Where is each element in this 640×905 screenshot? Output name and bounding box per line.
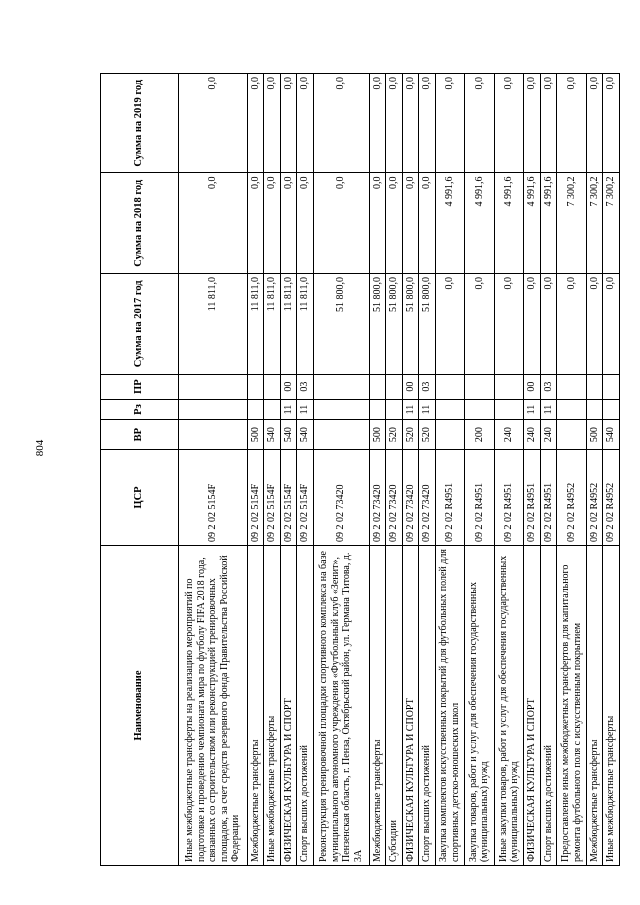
cell-name: Межбюджетные трансферты: [586, 546, 603, 866]
cell-csr: 09 2 02 5154F: [264, 450, 281, 546]
header-name: Наименование: [101, 546, 179, 866]
header-pr: ПР: [101, 374, 179, 399]
cell-name: Межбюджетные трансферты: [247, 546, 264, 866]
cell-sum-2018: 0,0: [264, 173, 281, 274]
cell-sum-2019: 0,0: [435, 74, 465, 173]
cell-sum-2019: 0,0: [494, 74, 524, 173]
cell-csr: 09 2 02 R4951: [494, 450, 524, 546]
cell-pr: [586, 374, 603, 399]
cell-vr: 520: [402, 420, 419, 450]
cell-sum-2019: 0,0: [313, 74, 369, 173]
header-sum-2018: Сумма на 2018 год: [101, 173, 179, 274]
cell-pr: [603, 374, 620, 399]
cell-vr: 500: [586, 420, 603, 450]
cell-csr: 09 2 02 R4952: [603, 450, 620, 546]
cell-vr: [557, 420, 587, 450]
cell-sum-2018: 0,0: [179, 173, 248, 274]
cell-vr: 540: [297, 420, 314, 450]
cell-rz: 11: [524, 399, 541, 420]
cell-sum-2017: 51 800,0: [313, 274, 369, 375]
cell-rz: 11: [419, 399, 436, 420]
cell-sum-2018: 0,0: [386, 173, 403, 274]
cell-pr: [386, 374, 403, 399]
cell-sum-2017: 11 811,0: [297, 274, 314, 375]
page-number: 804: [34, 439, 46, 457]
cell-csr: 09 2 02 R4951: [465, 450, 495, 546]
table-row: [419, 74, 436, 866]
rotated-table-container: [100, 73, 620, 866]
cell-csr: 09 2 02 73420: [419, 450, 436, 546]
cell-name: ФИЗИЧЕСКАЯ КУЛЬТУРА И СПОРТ: [280, 546, 297, 866]
cell-sum-2019: 0,0: [179, 74, 248, 173]
cell-sum-2019: 0,0: [557, 74, 587, 173]
cell-rz: [465, 399, 495, 420]
cell-sum-2018: 0,0: [313, 173, 369, 274]
table-row: [494, 74, 524, 866]
cell-rz: [179, 399, 248, 420]
header-vr: ВР: [101, 420, 179, 450]
cell-name: Спорт высших достижений: [419, 546, 436, 866]
cell-sum-2019: 0,0: [386, 74, 403, 173]
cell-sum-2017: 0,0: [557, 274, 587, 375]
cell-vr: 240: [494, 420, 524, 450]
table-row: [313, 74, 369, 866]
cell-pr: [264, 374, 281, 399]
cell-sum-2017: 0,0: [494, 274, 524, 375]
cell-sum-2019: 0,0: [586, 74, 603, 173]
cell-csr: 09 2 02 5154F: [280, 450, 297, 546]
cell-sum-2019: 0,0: [247, 74, 264, 173]
cell-sum-2018: 4 991,6: [540, 173, 557, 274]
table-row: [465, 74, 495, 866]
cell-name: Спорт высших достижений: [297, 546, 314, 866]
cell-rz: 11: [402, 399, 419, 420]
cell-vr: [313, 420, 369, 450]
cell-name: ФИЗИЧЕСКАЯ КУЛЬТУРА И СПОРТ: [402, 546, 419, 866]
cell-csr: 09 2 02 R4952: [586, 450, 603, 546]
cell-pr: [179, 374, 248, 399]
cell-rz: [603, 399, 620, 420]
cell-pr: 03: [297, 374, 314, 399]
cell-pr: [435, 374, 465, 399]
cell-sum-2017: 11 811,0: [264, 274, 281, 375]
cell-pr: 00: [524, 374, 541, 399]
cell-sum-2017: 0,0: [603, 274, 620, 375]
cell-sum-2019: 0,0: [524, 74, 541, 173]
cell-sum-2019: 0,0: [419, 74, 436, 173]
cell-rz: 11: [280, 399, 297, 420]
cell-sum-2019: 0,0: [540, 74, 557, 173]
table-row: [264, 74, 281, 866]
cell-sum-2017: 51 800,0: [402, 274, 419, 375]
cell-sum-2017: 51 800,0: [386, 274, 403, 375]
cell-sum-2017: 11 811,0: [247, 274, 264, 375]
cell-name: Иные закупки товаров, работ и услуг для обеспечения государственных (муниципальных) нужд: [494, 546, 524, 866]
cell-vr: 240: [524, 420, 541, 450]
table-row: [524, 74, 541, 866]
cell-sum-2017: 51 800,0: [419, 274, 436, 375]
cell-sum-2018: 0,0: [280, 173, 297, 274]
cell-csr: 09 2 02 R4951: [524, 450, 541, 546]
header-csr: ЦСР: [101, 450, 179, 546]
cell-rz: 11: [540, 399, 557, 420]
cell-sum-2017: 0,0: [435, 274, 465, 375]
table-body: [179, 74, 620, 866]
cell-sum-2018: 7 300,2: [557, 173, 587, 274]
cell-name: Иные межбюджетные трансферты: [603, 546, 620, 866]
cell-csr: 09 2 02 5154F: [297, 450, 314, 546]
cell-name: Иные межбюджетные трансферты: [264, 546, 281, 866]
table-row: [179, 74, 248, 866]
header-sum-2019: Сумма на 2019 год: [101, 74, 179, 173]
cell-vr: 240: [540, 420, 557, 450]
cell-csr: 09 2 02 R4951: [540, 450, 557, 546]
cell-pr: [313, 374, 369, 399]
cell-vr: 200: [465, 420, 495, 450]
cell-pr: [369, 374, 386, 399]
cell-sum-2019: 0,0: [280, 74, 297, 173]
cell-name: Реконструкция тренировочной площадки спортивного комплекса на базе муниципального автономного учреждения «Футбольный клуб «Зенит», Пензенская область, г. Пенза, Октябрьский район, ул. Германа Титова, д. 3А: [313, 546, 369, 866]
cell-name: Субсидии: [386, 546, 403, 866]
cell-vr: 500: [247, 420, 264, 450]
cell-rz: [313, 399, 369, 420]
cell-rz: 11: [297, 399, 314, 420]
cell-sum-2018: 0,0: [247, 173, 264, 274]
cell-sum-2019: 0,0: [264, 74, 281, 173]
cell-name: Межбюджетные трансферты: [369, 546, 386, 866]
cell-sum-2017: 0,0: [540, 274, 557, 375]
cell-csr: 09 2 02 5154F: [179, 450, 248, 546]
cell-sum-2019: 0,0: [369, 74, 386, 173]
cell-vr: [179, 420, 248, 450]
cell-sum-2017: 0,0: [465, 274, 495, 375]
cell-sum-2018: 0,0: [402, 173, 419, 274]
table-row: [557, 74, 587, 866]
cell-name: Закупка комплектов искусственных покрытий для футбольных полей для спортивных детско-юношеских школ: [435, 546, 465, 866]
budget-table: [100, 73, 620, 866]
cell-vr: 540: [603, 420, 620, 450]
cell-pr: 03: [540, 374, 557, 399]
table-row: [402, 74, 419, 866]
cell-sum-2018: 0,0: [419, 173, 436, 274]
cell-rz: [386, 399, 403, 420]
cell-csr: 09 2 02 R4951: [435, 450, 465, 546]
cell-name: Закупка товаров, работ и услуг для обеспечения государственных (муниципальных) нужд: [465, 546, 495, 866]
cell-vr: 540: [280, 420, 297, 450]
cell-sum-2018: 4 991,6: [524, 173, 541, 274]
cell-csr: 09 2 02 5154F: [247, 450, 264, 546]
cell-sum-2018: 7 300,2: [603, 173, 620, 274]
cell-sum-2018: 7 300,2: [586, 173, 603, 274]
cell-vr: 520: [386, 420, 403, 450]
cell-sum-2017: 11 811,0: [179, 274, 248, 375]
cell-rz: [369, 399, 386, 420]
table-row: [247, 74, 264, 866]
table-row: [386, 74, 403, 866]
cell-sum-2019: 0,0: [603, 74, 620, 173]
cell-csr: 09 2 02 73420: [402, 450, 419, 546]
cell-pr: [557, 374, 587, 399]
cell-pr: [494, 374, 524, 399]
cell-rz: [586, 399, 603, 420]
cell-name: Спорт высших достижений: [540, 546, 557, 866]
cell-sum-2017: 0,0: [524, 274, 541, 375]
cell-rz: [247, 399, 264, 420]
header-rz: Рз: [101, 399, 179, 420]
cell-sum-2019: 0,0: [402, 74, 419, 173]
cell-sum-2019: 0,0: [297, 74, 314, 173]
cell-pr: [465, 374, 495, 399]
cell-csr: 09 2 02 73420: [369, 450, 386, 546]
cell-sum-2017: 51 800,0: [369, 274, 386, 375]
cell-csr: 09 2 02 R4952: [557, 450, 587, 546]
cell-rz: [264, 399, 281, 420]
table-header-row: [101, 74, 179, 866]
cell-name: Предоставление иных межбюджетных трансфертов для капитального ремонта футбольного поля с искусственным покрытием: [557, 546, 587, 866]
table-row: [369, 74, 386, 866]
cell-name: ФИЗИЧЕСКАЯ КУЛЬТУРА И СПОРТ: [524, 546, 541, 866]
cell-csr: 09 2 02 73420: [386, 450, 403, 546]
table-row: [603, 74, 620, 866]
table-row: [297, 74, 314, 866]
cell-pr: [247, 374, 264, 399]
table-row: [280, 74, 297, 866]
cell-sum-2017: 0,0: [586, 274, 603, 375]
cell-sum-2018: 0,0: [369, 173, 386, 274]
cell-sum-2018: 0,0: [297, 173, 314, 274]
cell-sum-2018: 4 991,6: [494, 173, 524, 274]
cell-csr: 09 2 02 73420: [313, 450, 369, 546]
table-row: [586, 74, 603, 866]
cell-sum-2018: 4 991,6: [435, 173, 465, 274]
table-row: [435, 74, 465, 866]
cell-name: Иные межбюджетные трансферты на реализацию мероприятий по подготовке и проведению чемпионата мира по футболу FIFA 2018 года, связанных со строительством или реконструкцией тренировочных площадок, за счет средств резервного фонда Правительства Российской Федерации: [179, 546, 248, 866]
cell-rz: [557, 399, 587, 420]
cell-pr: 00: [280, 374, 297, 399]
header-sum-2017: Сумма на 2017 год: [101, 274, 179, 375]
table-row: [540, 74, 557, 866]
cell-pr: 03: [419, 374, 436, 399]
cell-vr: 500: [369, 420, 386, 450]
cell-vr: 520: [419, 420, 436, 450]
cell-vr: 540: [264, 420, 281, 450]
cell-sum-2019: 0,0: [465, 74, 495, 173]
cell-vr: [435, 420, 465, 450]
cell-sum-2017: 11 811,0: [280, 274, 297, 375]
cell-sum-2018: 4 991,6: [465, 173, 495, 274]
cell-pr: 00: [402, 374, 419, 399]
cell-rz: [494, 399, 524, 420]
cell-rz: [435, 399, 465, 420]
